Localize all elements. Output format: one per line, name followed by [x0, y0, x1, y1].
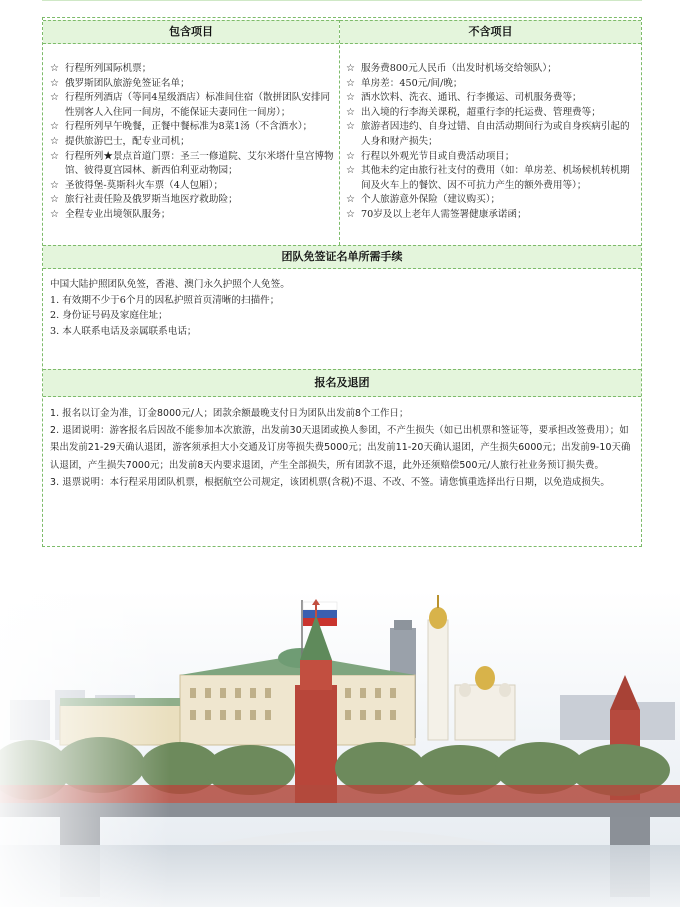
star-outline-icon: ☆ — [346, 121, 355, 133]
visa-header: 团队免签证名单所需手续 — [43, 245, 641, 269]
star-outline-icon: ☆ — [346, 63, 355, 74]
column-divider — [339, 20, 340, 245]
visa-line: 3. 本人联系电话及亲属联系电话； — [50, 325, 197, 337]
star-outline-icon: ☆ — [50, 121, 59, 133]
star-outline-icon: ☆ — [50, 92, 59, 104]
star-outline-icon: ☆ — [346, 92, 355, 104]
list-item: ☆ 其他未约定由旅行社支付的费用（如：单房差、机场候机转机期间及火车上的餐饮、因不可抗力产生的额外费用等）； — [346, 165, 630, 191]
visa-line: 2. 身份证号码及家庭住址； — [50, 310, 168, 321]
list-item: ☆ 旅行社责任险及俄罗斯当地医疗救助险； — [50, 193, 334, 208]
visa-requirements — [50, 277, 635, 339]
star-outline-icon: ☆ — [50, 194, 59, 206]
star-outline-icon: ☆ — [50, 135, 59, 147]
star-outline-icon: ☆ — [50, 208, 59, 220]
kremlin-skyline-image — [0, 590, 680, 907]
star-outline-icon: ☆ — [346, 150, 355, 162]
terms-paragraph: 3. 退票说明：本行程采用团队机票，根据航空公司规定，该团机票(含税)不退、不改、不签。请您慎重选择出行日期，以免造成损失。 — [50, 476, 610, 488]
list-item: ☆ 行程所列酒店（等同4星级酒店）标准间住宿（散拼团队安排同性别客人入住同一间房，不能保证夫妻同住一间房）； — [50, 92, 331, 118]
star-outline-icon: ☆ — [50, 63, 59, 74]
list-item: ☆ 圣彼得堡-莫斯科火车票（4人包厢）； — [50, 179, 334, 194]
star-outline-icon: ☆ — [346, 165, 355, 177]
included-header: 包含项目 — [43, 20, 339, 44]
list-item: ☆ 酒水饮料、洗衣、通讯、行李搬运、司机服务费等； — [346, 91, 634, 106]
list-item: ☆ 行程所列国际机票； — [50, 62, 334, 77]
included-list — [50, 62, 334, 223]
list-item: ☆ 俄罗斯团队旅游免签证名单； — [50, 77, 334, 92]
star-outline-icon: ☆ — [346, 77, 355, 89]
signup-header: 报名及退团 — [43, 369, 641, 397]
star-outline-icon: ☆ — [346, 208, 355, 220]
star-outline-icon: ☆ — [50, 150, 59, 162]
visa-line: 中国大陆护照团队免签，香港、澳门永久护照个人免签。 — [50, 279, 290, 290]
top-section-edge — [42, 0, 642, 4]
excluded-list — [346, 62, 634, 223]
visa-line: 1. 有效期不少于6个月的因私护照首页清晰的扫描件； — [50, 294, 280, 306]
list-item: ☆ 行程所列早午晚餐，正餐中餐标准为8菜1汤（不含酒水）； — [50, 120, 334, 135]
star-outline-icon: ☆ — [50, 179, 59, 191]
list-item: ☆ 旅游者因违约、自身过错、自由活动期间行为或自身疾病引起的人身和财产损失； — [346, 121, 630, 147]
star-outline-icon: ☆ — [346, 194, 355, 206]
terms-paragraph: 2. 退团说明：游客报名后因故不能参加本次旅游，出发前30天退团或换人参团，不产生损失（如已出机票和签证等，要承担改签费用）；如果出发前21-29天确认退团，游客须承担大小交通及订房等损失费5000元；出发前11-20天确认退团，产生损失6000元；出发前9-10天确认退团，产生损失7000元；出发前8天内要求退团，产生全部损失，所有团款不退，此外还须赔偿500元/人旅行社业务预订损失费。 — [50, 425, 631, 471]
list-item: ☆ 提供旅游巴士，配专业司机； — [50, 135, 334, 150]
list-item: ☆ 行程以外观光节目或自费活动项目； — [346, 150, 634, 165]
list-item: ☆ 全程专业出境领队服务； — [50, 208, 334, 223]
excluded-header: 不含项目 — [340, 20, 641, 44]
star-outline-icon: ☆ — [346, 106, 355, 118]
list-item: ☆ 行程所列★景点首道门票：圣三一修道院、艾尔米塔什皇宫博物馆、彼得夏宫园林、新西伯利亚动物园； — [50, 150, 334, 177]
star-outline-icon: ☆ — [50, 77, 59, 89]
list-item: ☆ 单房差：450元/间/晚； — [346, 77, 634, 92]
list-item: ☆ 个人旅游意外保险（建议购买）； — [346, 193, 634, 208]
list-item: ☆ 出入境的行李海关课税，超重行李的托运费、管理费等； — [346, 106, 634, 121]
terms-paragraph: 1. 报名以订金为准，订金8000元/人；团款余额最晚支付日为团队出发前8个工作日； — [50, 408, 409, 419]
list-item: ☆ 70岁及以上老年人需签署健康承诺函； — [346, 208, 634, 223]
signup-terms — [50, 405, 638, 491]
list-item: ☆ 服务费800元人民币（出发时机场交给领队）； — [346, 62, 634, 77]
